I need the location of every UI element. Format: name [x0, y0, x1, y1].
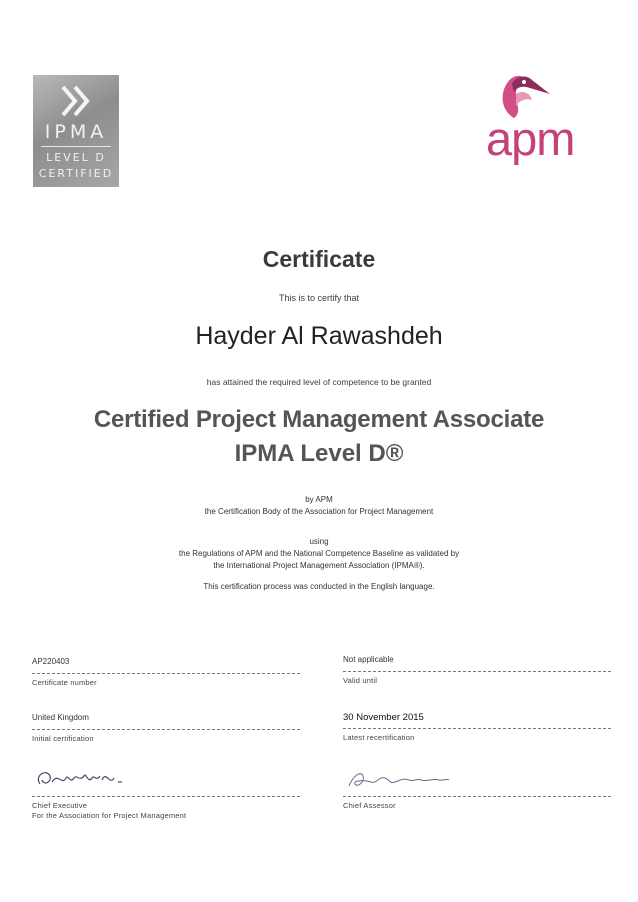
certify-line: This is to certify that	[278, 293, 360, 303]
ipma-badge-level: LEVEL D	[46, 151, 106, 164]
initial-certification-field	[32, 713, 300, 744]
holder-name: Hayder Al Rawashdeh	[195, 322, 443, 350]
latest-recertification-value: 30 November 2015	[343, 712, 424, 723]
ipma-badge-org: IPMA	[44, 121, 108, 143]
chief-executive-org-label: For the Association for Project Management	[32, 811, 187, 820]
dashed-rule	[32, 796, 300, 797]
chief-executive-label: Chief Executive	[32, 801, 88, 810]
valid-until-label: Valid until	[343, 676, 378, 685]
dashed-rule	[32, 673, 300, 674]
valid-until-field	[343, 655, 611, 686]
signature-icon	[343, 766, 463, 792]
apm-logo	[486, 70, 600, 170]
qualification-title: Certified Project Management Associate	[93, 406, 545, 433]
initial-certification-value: United Kingdom	[32, 713, 89, 722]
signature-icon	[32, 766, 142, 792]
certification-body-line: the Certification Body of the Association for Project Management	[204, 507, 434, 516]
latest-recertification-field	[343, 712, 611, 743]
certificate-number-label: Certificate number	[32, 678, 97, 687]
by-line: by APM	[305, 495, 333, 504]
dashed-rule	[343, 671, 611, 672]
regulations-line-1: the Regulations of APM and the National Competence Baseline as validated by	[178, 549, 460, 558]
badge-divider	[41, 146, 111, 147]
using-line: using	[309, 537, 329, 546]
chief-assessor-signature	[343, 770, 611, 792]
certificate-title: Certificate	[262, 246, 376, 272]
valid-until-value: Not applicable	[343, 655, 394, 664]
dashed-rule	[343, 728, 611, 729]
attained-line: has attained the required level of competence to be granted	[206, 377, 432, 387]
qualification-level: IPMA Level D®	[234, 440, 404, 467]
certificate-number-field	[32, 657, 300, 688]
apm-wordmark: apm	[486, 112, 575, 165]
chief-executive-signature	[32, 770, 300, 792]
certificate-number-value: AP220403	[32, 657, 70, 666]
chief-assessor-label: Chief Assessor	[343, 801, 396, 810]
ipma-level-d-badge	[33, 75, 119, 187]
chief-executive-field	[32, 770, 300, 821]
regulations-line-2: the International Project Management Association (IPMA®).	[213, 561, 425, 570]
language-line: This certification process was conducted in the English language.	[203, 582, 435, 591]
dashed-rule	[32, 729, 300, 730]
dashed-rule	[343, 796, 611, 797]
latest-recertification-label: Latest recertification	[343, 733, 415, 742]
initial-certification-label: Initial certification	[32, 734, 94, 743]
chief-assessor-field	[343, 770, 611, 811]
ipma-badge-status: CERTIFIED	[38, 167, 114, 180]
double-chevron-icon	[59, 83, 95, 119]
